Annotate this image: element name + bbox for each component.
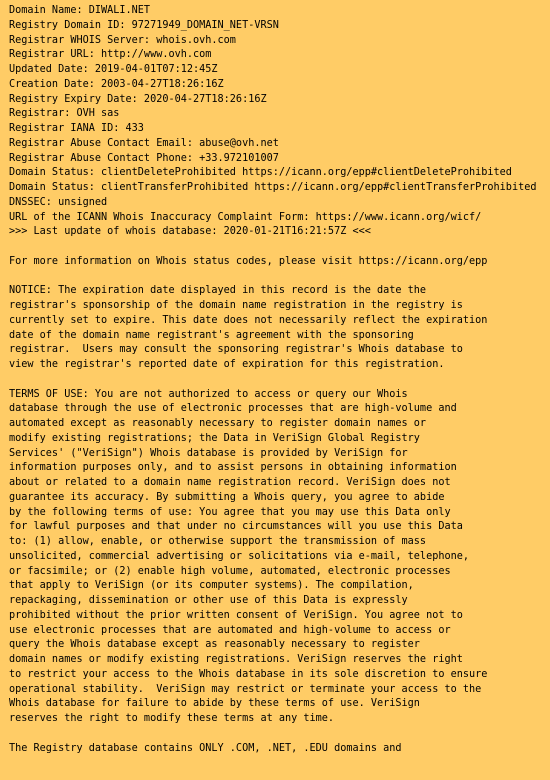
blank-line: [9, 727, 547, 742]
whois-line: Domain Name: DIWALI.NET: [9, 5, 151, 16]
whois-line: The Registry database contains ONLY .COM, .NET, .EDU domains and: [9, 742, 402, 754]
whois-line: NOTICE: The expiration date displayed in this record is the date the: [9, 285, 427, 297]
whois-line: view the registrar's reported date of expiration for this registration.: [9, 359, 445, 370]
blank-line: [9, 240, 547, 255]
whois-line: unsolicited, commercial advertising or solicitations via e-mail, telephone,: [9, 550, 470, 562]
whois-line: prohibited without the prior written consent of VeriSign. You agree not to: [9, 609, 463, 621]
whois-line: Registrar Abuse Contact Email: abuse@ovh.net: [9, 137, 279, 149]
whois-line: Domain Status: clientDeleteProhibited https://icann.org/epp#clientDeleteProhibited: [9, 167, 512, 179]
whois-line: URL of the ICANN Whois Inaccuracy Complaint Form: https://www.icann.org/wicf/: [9, 211, 482, 223]
whois-line: query the Whois database except as reasonably necessary to register: [9, 639, 420, 651]
whois-line: for lawful purposes and that under no circumstances will you use this Data: [9, 521, 463, 533]
whois-line: For more information on Whois status codes, please visit https://icann.org/epp: [9, 255, 488, 267]
whois-line: registrar. Users may consult the sponsoring registrar's Whois database to: [9, 344, 463, 356]
whois-line: Creation Date: 2003-04-27T18:26:16Z: [9, 78, 224, 90]
whois-line: database through the use of electronic processes that are high-volume and: [9, 403, 457, 415]
whois-line: by the following terms of use: You agree that you may use this Data only: [9, 506, 451, 518]
whois-line: information purposes only, and to assist persons in obtaining information: [9, 462, 457, 474]
whois-line: modify existing registrations; the Data in VeriSign Global Registry: [9, 432, 420, 444]
whois-line: Services' ("VeriSign") Whois database is provided by VeriSign for: [9, 447, 408, 459]
blank-line: [9, 373, 547, 388]
whois-line: registrar's sponsorship of the domain name registration in the registry is: [9, 300, 463, 311]
blank-line: [9, 270, 547, 285]
whois-line: operational stability. VeriSign may restrict or terminate your access to the: [9, 683, 482, 695]
whois-line: TERMS OF USE: You are not authorized to access or query our Whois: [9, 388, 408, 400]
whois-line: Registrar URL: http://www.ovh.com: [9, 49, 212, 61]
whois-line: Registry Expiry Date: 2020-04-27T18:26:16Z: [9, 93, 267, 105]
whois-line: Registrar IANA ID: 433: [9, 123, 144, 134]
whois-line: Registry Domain ID: 97271949_DOMAIN_NET-VRSN: [9, 19, 279, 31]
whois-record-text: [9, 4, 547, 756]
whois-line: domain names or modify existing registrations. VeriSign reserves the right: [9, 654, 463, 665]
whois-line: Registrar WHOIS Server: whois.ovh.com: [9, 34, 236, 46]
whois-line: guarantee its accuracy. By submitting a Whois query, you agree to abide: [9, 491, 445, 503]
whois-line: Whois database for failure to abide by these terms of use. VeriSign: [9, 698, 420, 710]
whois-line: that apply to VeriSign (or its computer systems). The compilation,: [9, 580, 414, 592]
whois-line: to restrict your access to the Whois database in its sole discretion to ensure: [9, 668, 488, 680]
whois-line: Domain Status: clientTransferProhibited https://icann.org/epp#clientTransferProhibited: [9, 182, 537, 193]
whois-line: repackaging, dissemination or other use of this Data is expressly: [9, 595, 408, 606]
whois-line: Updated Date: 2019-04-01T07:12:45Z: [9, 64, 218, 75]
whois-line: or facsimile; or (2) enable high volume, automated, electronic processes: [9, 565, 451, 577]
whois-line: DNSSEC: unsigned: [9, 196, 108, 208]
whois-line: automated except as reasonably necessary to register domain names or: [9, 418, 427, 429]
whois-line: reserves the right to modify these terms at any time.: [9, 713, 335, 724]
whois-line: to: (1) allow, enable, or otherwise support the transmission of mass: [9, 536, 427, 547]
whois-line: Registrar: OVH sas: [9, 108, 120, 120]
whois-line: about or related to a domain name registration record. VeriSign does not: [9, 477, 451, 488]
whois-line: use electronic processes that are automated and high-volume to access or: [9, 624, 451, 636]
whois-line: >>> Last update of whois database: 2020-01-21T16:21:57Z <<<: [9, 226, 371, 238]
whois-line: date of the domain name registrant's agreement with the sponsoring: [9, 329, 414, 341]
whois-line: Registrar Abuse Contact Phone: +33.972101007: [9, 152, 279, 164]
whois-line: currently set to expire. This date does not necessarily reflect the expiration: [9, 314, 488, 326]
